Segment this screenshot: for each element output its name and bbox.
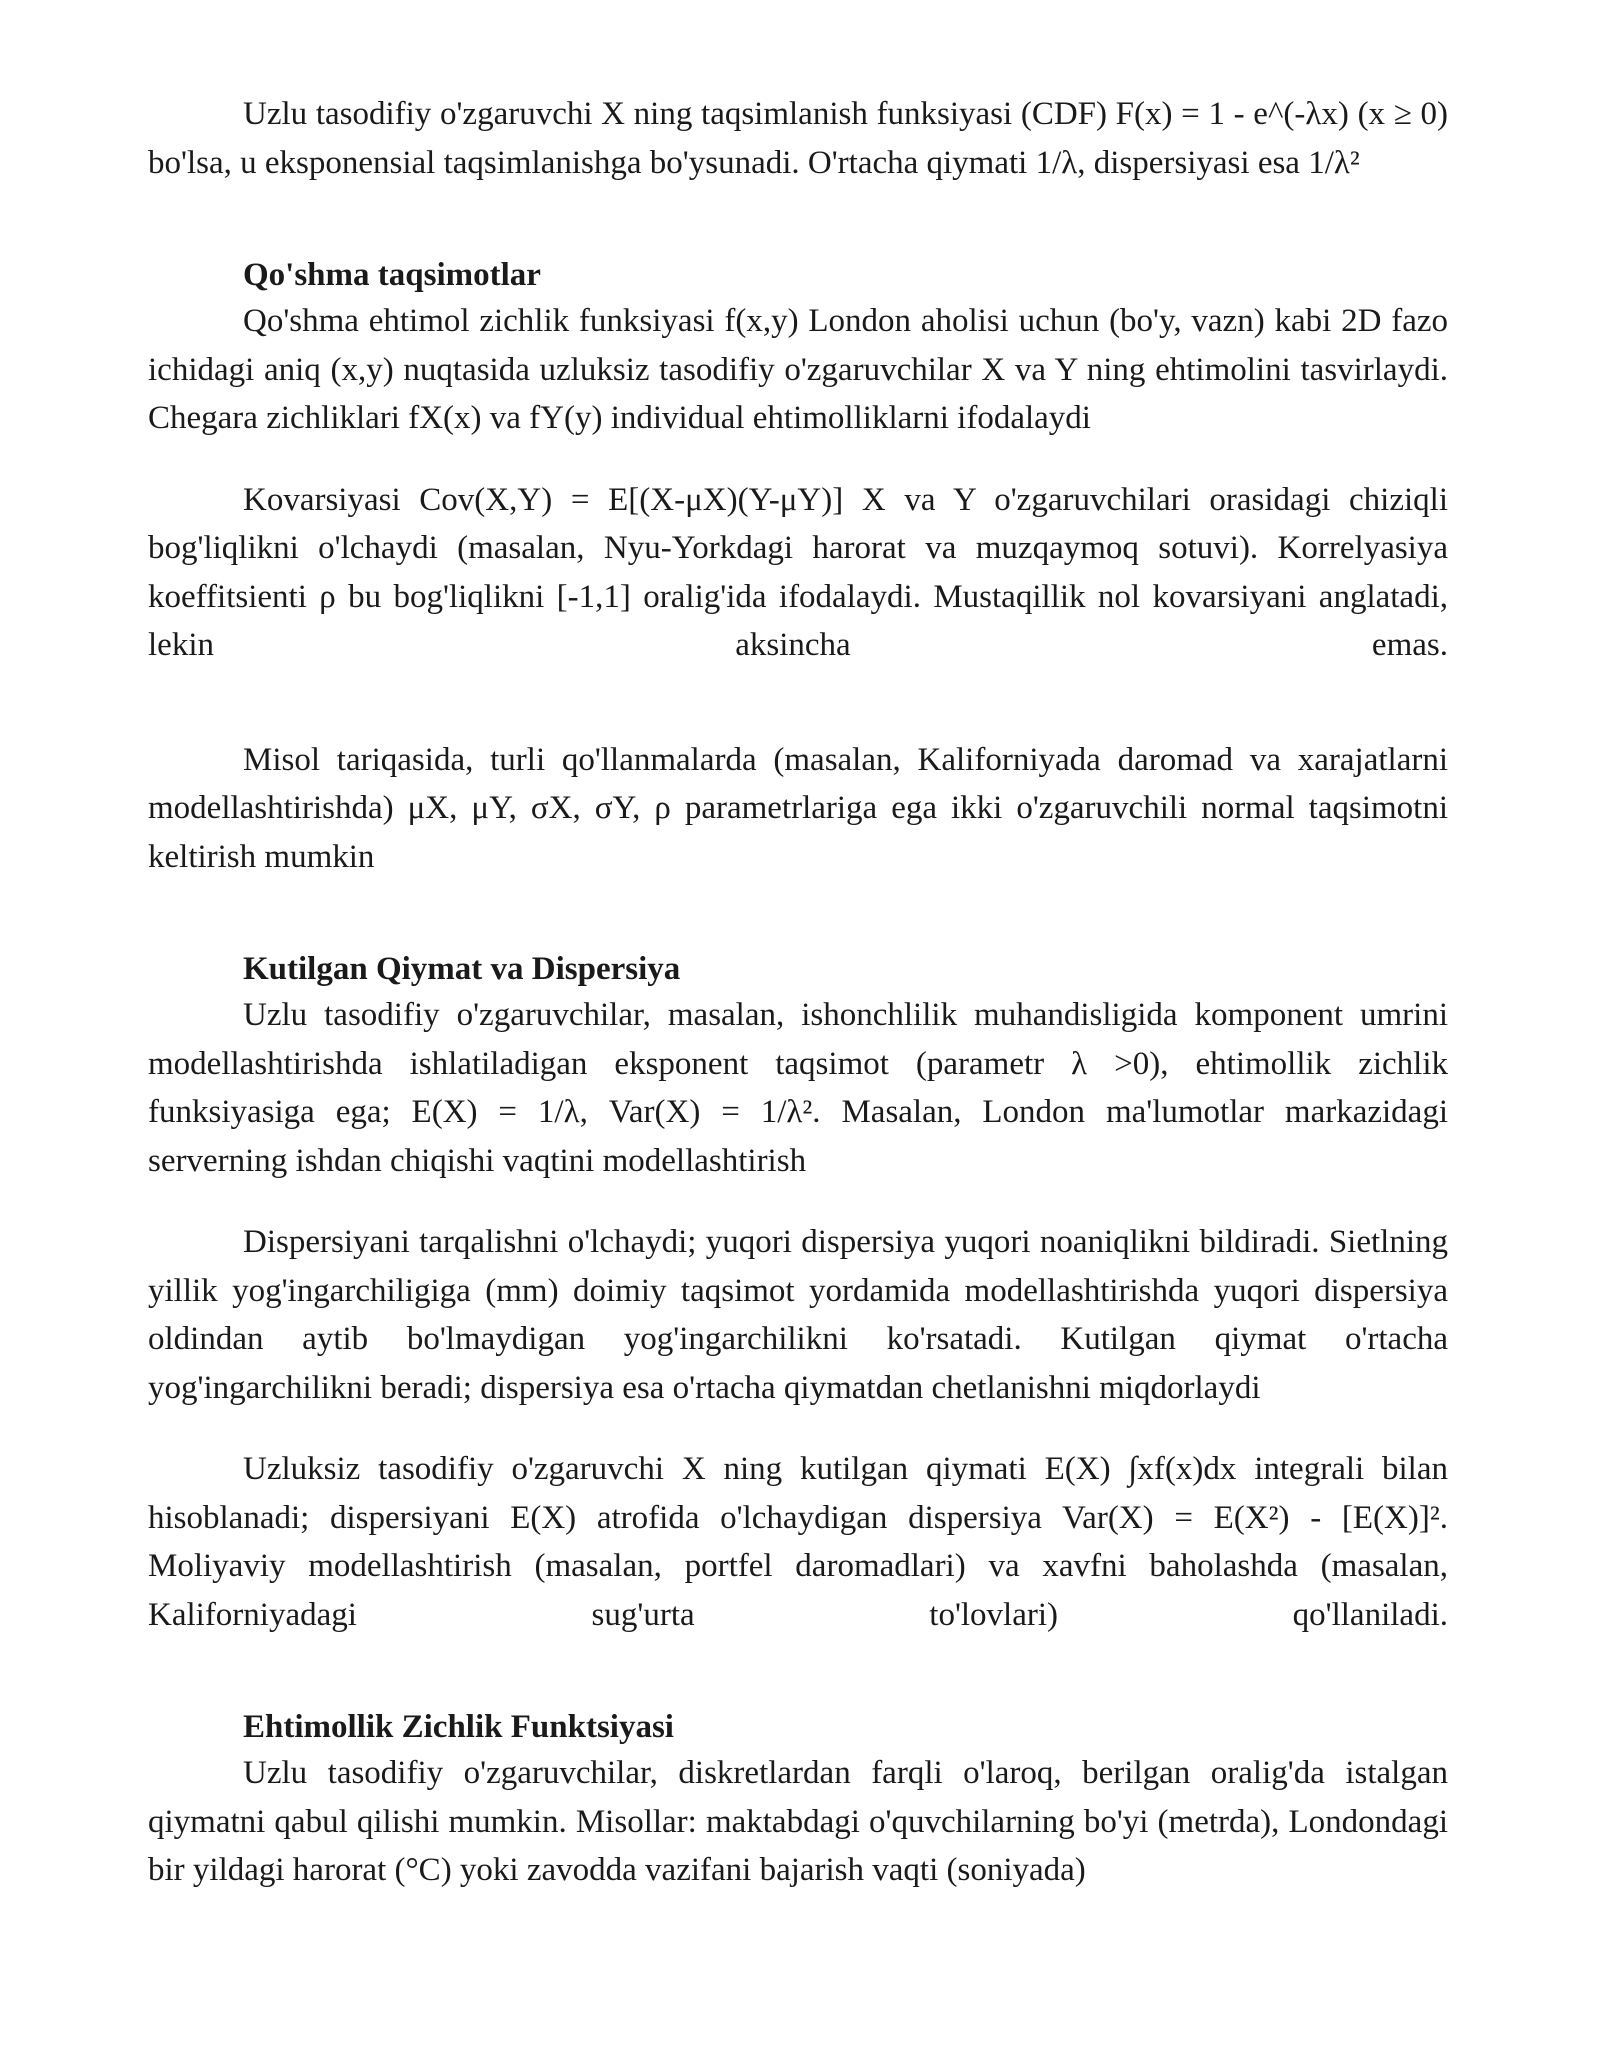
paragraph-exponential-reliability: Uzlu tasodifiy o'zgaruvchilar, masalan, ishonchlilik muhandisligida komponent umrini modellashtirishda ishlatiladigan eksponent taqsimot (parametr λ >0), ehtimollik zichlik funksiyasiga ega; E(X) = 1/λ, Var(X) = 1/λ². Masalan, London ma'lumotlar markazidagi serverning ishdan chiqishi vaqtini modellashtirish: [148, 997, 1448, 1179]
spacer: [148, 1185, 1448, 1218]
paragraph-expected-value-integral: Uzluksiz tasodifiy o'zgaruvchi X ning kutilgan qiymati E(X) ∫xf(x)dx integrali bilan hisoblanadi; dispersiyani E(X) atrofida o'lchaydigan dispersiya Var(X) = E(X²) - [E(X)]². Moliyaviy modellashtirish (masalan, portfel daromadlari) va xavfni baholashda (masalan, Kaliforniyadagi sug'urta to'lovlari) qo'llaniladi.: [148, 1451, 1448, 1633]
paragraph-exponential-cdf: Uzlu tasodifiy o'zgaruvchi X ning taqsimlanish funksiyasi (CDF) F(x) = 1 - e^(-λx) (x ≥ 0) bo'lsa, u eksponensial taqsimlanishga bo'ysunadi. O'rtacha qiymati 1/λ, dispersiyasi esa 1/λ²: [148, 96, 1448, 181]
spacer: [148, 187, 1448, 253]
paragraph-bivariate-normal: Misol tariqasida, turli qo'llanmalarda (masalan, Kaliforniyada daromad va xarajatlarni modellashtirishda) μX, μY, σX, σY, ρ parametrlariga ega ikki o'zgaruvchili normal taqsimotni keltirish mumkin: [148, 741, 1448, 875]
spacer: [148, 1639, 1448, 1705]
paragraph-continuous-examples: Uzlu tasodifiy o'zgaruvchilar, diskretlardan farqli o'laroq, berilgan oralig'da istalgan qiymatni qabul qilishi mumkin. Misollar: maktabdagi o'quvchilarning bo'yi (metrda), Londondagi bir yildagi harorat (°C) yoki zavodda vazifani bajarish vaqti (soniyada): [148, 1755, 1448, 1888]
spacer: [148, 443, 1448, 476]
spacer: [148, 670, 1448, 736]
heading-expected-value-variance: Kutilgan Qiymat va Dispersiya: [243, 951, 681, 987]
paragraph-variance-spread: Dispersiyani tarqalishni o'lchaydi; yuqori dispersiya yuqori noaniqlikni bildiradi. Sietlning yillik yog'ingarchiligiga (mm) doimiy taqsimot yordamida modellashtirishda yuqori dispersiya oldindan aytib bo'lmaydigan yog'ingarchilikni ko'rsatadi. Kutilgan qiymat o'rtacha yog'ingarchilikni beradi; dispersiya esa o'rtacha qiymatdan chetlanishni miqdorlaydi: [148, 1224, 1448, 1406]
heading-probability-density-function: Ehtimollik Zichlik Funktsiyasi: [243, 1709, 674, 1745]
paragraph-covariance: Kovarsiyasi Cov(X,Y) = E[(X-μX)(Y-μY)] X va Y o'zgaruvchilari orasidagi chiziqli bog'liqlikni o'lchaydi (masalan, Nyu-Yorkdagi harorat va muzqaymoq sotuvi). Korrelyasiya koeffitsienti ρ bu bog'liqlikni [-1,1] oralig'ida ifodalaydi. Mustaqillik nol kovarsiyani anglatadi, lekin aksincha emas.: [148, 481, 1448, 663]
heading-joint-distributions: Qo'shma taqsimotlar: [243, 257, 541, 293]
spacer: [148, 1412, 1448, 1445]
spacer: [148, 881, 1448, 947]
paragraph-joint-density: Qo'shma ehtimol zichlik funksiyasi f(x,y) London aholisi uchun (bo'y, vazn) kabi 2D fazo ichidagi aniq (x,y) nuqtasida uzluksiz tasodifiy o'zgaruvchilar X va Y ning ehtimolini tasvirlaydi. Chegara zichliklari fX(x) va fY(y) individual ehtimolliklarni ifodalaydi: [148, 303, 1448, 436]
